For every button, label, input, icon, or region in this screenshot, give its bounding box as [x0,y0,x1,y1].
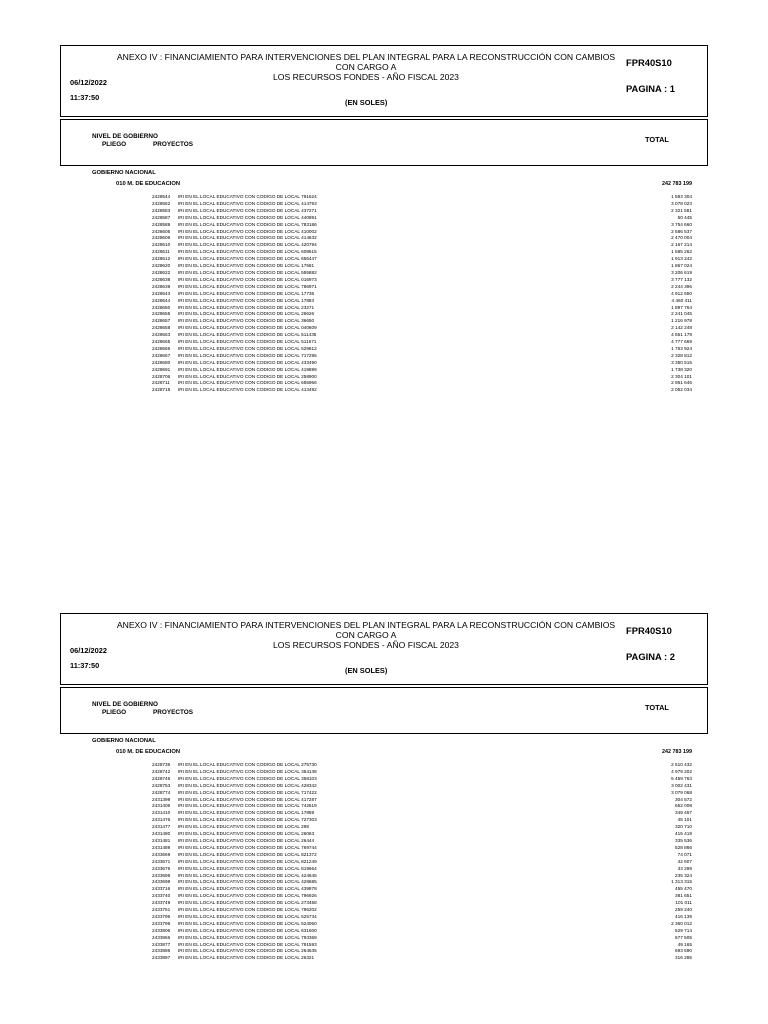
project-row [0,921,768,928]
project-name: IRI EN EL LOCAL EDUCATIVO CON CODIGO DE LOCAL 665966 [178,380,317,386]
project-row [0,263,768,270]
gobierno-label: GOBIERNO NACIONAL [92,738,156,744]
project-amount: 2 142 248 [671,325,692,331]
project-code: 2428606 [152,235,171,241]
project-row [0,817,768,824]
report-title-line-2: LOS RECURSOS FONDES - AÑO FISCAL 2023 [273,640,459,650]
project-code: 2433671 [152,858,171,864]
project-name: IRI EN EL LOCAL EDUCATIVO CON CODIGO DE LOCAL 424645 [178,872,317,878]
project-code: 2428746 [152,775,171,781]
project-name: IRI EN EL LOCAL EDUCATIVO CON CODIGO DE LOCAL 439878 [178,886,317,892]
project-row [0,305,768,312]
gobierno-label: GOBIERNO NACIONAL [92,170,156,176]
project-row [0,194,768,201]
project-name: IRI EN EL LOCAL EDUCATIVO CON CODIGO DE LOCAL 821372 [178,851,317,857]
page-number [626,651,675,662]
page-number-value: 2 [669,651,675,662]
project-amount: 3 206 619 [671,269,692,275]
project-code: 2428612 [152,256,171,262]
project-amount: 2 360 012 [671,920,692,926]
project-code: 2428562 [152,200,171,206]
project-name: IRI EN EL LOCAL EDUCATIVO CON CODIGO DE LOCAL 26626 [178,311,315,317]
project-code: 2433886 [152,948,171,954]
project-row [0,235,768,242]
project-row [0,208,768,215]
project-code: 2433676 [152,865,171,871]
project-name: IRI EN EL LOCAL EDUCATIVO CON CODIGO DE LOCAL 298 [178,824,309,830]
project-name: IRI EN EL LOCAL EDUCATIVO CON CODIGO DE LOCAL 040609 [178,325,317,331]
project-name: IRI EN EL LOCAL EDUCATIVO CON CODIGO DE LOCAL 016973 [178,276,317,282]
page-number-label: PAGINA : [626,83,668,94]
project-row [0,332,768,339]
currency-label: (EN SOLES) [345,666,388,675]
project-code: 2428658 [152,325,171,331]
report-code: FPR40S10 [626,625,672,636]
project-amount: 101 011 [675,900,692,906]
report-title [111,52,621,82]
project-row [0,797,768,804]
report-time: 11:37:50 [70,93,100,102]
project-code: 2428544 [152,194,171,199]
project-name: IRI EN EL LOCAL EDUCATIVO CON CODIGO DE LOCAL 786971 [178,283,317,289]
pliego-label: 010 M. DE EDUCACION [116,749,181,755]
project-code: 2433699 [152,879,171,885]
project-name: IRI EN EL LOCAL EDUCATIVO CON CODIGO DE LOCAL 608615 [178,249,317,255]
project-name: IRI EN EL LOCAL EDUCATIVO CON CODIGO DE LOCAL 717295 [178,352,317,358]
project-row [0,249,768,256]
project-row [0,346,768,353]
project-name: IRI EN EL LOCAL EDUCATIVO CON CODIGO DE LOCAL 417287 [178,796,317,802]
project-row [0,935,768,942]
pliego-total: 242 783 199 [662,749,692,755]
project-code: 2433897 [152,955,171,961]
project-row [0,311,768,318]
project-code: 2428655 [152,311,171,317]
project-amount: 4 460 411 [671,297,692,303]
column-header [60,119,708,166]
project-code: 2431489 [152,844,171,850]
project-amount: 3 002 431 [671,782,692,788]
project-name: IRI EN EL LOCAL EDUCATIVO CON CODIGO DE LOCAL 529812 [178,345,317,351]
project-row [0,810,768,817]
project-amount: 1 593 304 [671,194,692,199]
project-row [0,339,768,346]
page-number [626,83,675,94]
project-name: IRI EN EL LOCAL EDUCATIVO CON CODIGO DE LOCAL 414793 [178,200,317,206]
project-amount: 2 951 646 [671,380,692,386]
project-amount: 1 738 320 [671,366,692,372]
project-row [0,201,768,208]
project-amount: 416 139 [675,913,692,919]
project-amount: 2 052 034 [671,387,692,393]
project-code: 2433669 [152,851,171,857]
project-name: IRI EN EL LOCAL EDUCATIVO CON CODIGO DE LOCAL 420794 [178,242,317,248]
project-amount: 3 754 660 [671,221,692,227]
project-name: IRI EN EL LOCAL EDUCATIVO CON CODIGO DE LOCAL 26321 [178,955,315,961]
project-code: 2428639 [152,283,171,289]
project-name: IRI EN EL LOCAL EDUCATIVO CON CODIGO DE LOCAL 791593 [178,941,317,947]
project-amount: 528 866 [675,844,692,850]
project-name: IRI EN EL LOCAL EDUCATIVO CON CODIGO DE LOCAL 354138 [178,768,317,774]
project-row [0,845,768,852]
project-amount: 4 551 179 [671,332,692,338]
project-code: 2431406 [152,803,171,809]
page-number-label: PAGINA : [626,651,668,662]
project-amount: 3 079 068 [671,789,692,795]
report-title-line-2: LOS RECURSOS FONDES - AÑO FISCAL 2023 [273,72,459,82]
project-code: 2431410 [152,810,171,816]
project-row [0,831,768,838]
project-amount: 529 714 [675,927,692,933]
project-name: IRI EN EL LOCAL EDUCATIVO CON CODIGO DE LOCAL 258900 [178,373,317,379]
project-amount: 1 913 242 [671,256,692,262]
project-row [0,900,768,907]
column-pliego: PLIEGO [102,141,127,148]
project-code: 2428650 [152,304,171,310]
project-amount: 677 505 [675,934,692,940]
project-amount: 320 710 [675,824,692,830]
project-row [0,886,768,893]
project-name: IRI EN EL LOCAL EDUCATIVO CON CODIGO DE LOCAL 26063 [178,831,315,837]
project-name: IRI EN EL LOCAL EDUCATIVO CON CODIGO DE LOCAL 656447 [178,256,317,262]
project-code: 2428605 [152,228,171,234]
project-name: IRI EN EL LOCAL EDUCATIVO CON CODIGO DE LOCAL 791624 [178,194,317,199]
project-row [0,270,768,277]
column-total: TOTAL [645,135,669,144]
project-code: 2428711 [152,380,170,386]
project-row [0,215,768,222]
report-date: 06/12/2022 [70,646,107,655]
project-name: IRI EN EL LOCAL EDUCATIVO CON CODIGO DE LOCAL 17883 [178,297,315,303]
project-list [0,194,768,394]
project-amount: 49 165 [677,941,692,947]
project-row [0,325,768,332]
project-name: IRI EN EL LOCAL EDUCATIVO CON CODIGO DE LOCAL 769744 [178,844,317,850]
report-date: 06/12/2022 [70,78,107,87]
project-list [0,762,768,962]
project-code: 2428620 [152,263,171,269]
report-title [111,620,621,650]
project-name: IRI EN EL LOCAL EDUCATIVO CON CODIGO DE LOCAL 717422 [178,789,317,795]
project-name: IRI EN EL LOCAL EDUCATIVO CON CODIGO DE LOCAL 413492 [178,387,317,393]
project-row [0,256,768,263]
project-amount: 2 167 214 [671,242,692,248]
project-amount: 3 350 515 [671,359,692,365]
project-row [0,838,768,845]
project-code: 2428657 [152,318,171,324]
project-code: 2428736 [152,762,171,767]
project-name: IRI EN EL LOCAL EDUCATIVO CON CODIGO DE LOCAL 819664 [178,865,317,871]
project-amount: 2 586 537 [671,228,692,234]
project-amount: 2 328 812 [671,352,692,358]
project-name: IRI EN EL LOCAL EDUCATIVO CON CODIGO DE LOCAL 428685 [178,879,317,885]
report-title-line-1: ANEXO IV : FINANCIAMIENTO PARA INTERVENCIONES DEL PLAN INTEGRAL PARA LA RECONSTRUCCIÓN CON CAMBIOS CON CARGO A [116,52,616,72]
project-name: IRI EN EL LOCAL EDUCATIVO CON CODIGO DE LOCAL 26444 [178,837,315,843]
project-amount: 259 240 [675,907,692,913]
project-row [0,955,768,962]
project-code: 2431399 [152,796,171,802]
column-total: TOTAL [645,703,669,712]
project-amount: 33 299 [677,865,692,871]
project-code: 2428587 [152,214,171,220]
project-amount: 304 572 [675,796,692,802]
report-time: 11:37:50 [70,661,100,670]
project-code: 2428691 [152,366,171,372]
project-code: 2428753 [152,782,171,788]
project-code: 2428638 [152,276,171,282]
project-code: 2431481 [152,837,171,843]
project-name: IRI EN EL LOCAL EDUCATIVO CON CODIGO DE LOCAL 275730 [178,762,317,767]
project-name: IRI EN EL LOCAL EDUCATIVO CON CODIGO DE LOCAL 511435 [178,332,317,338]
project-code: 2433698 [152,872,171,878]
pliego-total: 242 783 199 [662,181,692,187]
project-amount: 381 651 [675,893,692,899]
project-row [0,783,768,790]
column-header [60,687,708,734]
project-name: IRI EN EL LOCAL EDUCATIVO CON CODIGO DE LOCAL 796926 [178,893,317,899]
project-code: 2431477 [152,824,171,830]
project-name: IRI EN EL LOCAL EDUCATIVO CON CODIGO DE LOCAL 525734 [178,913,317,919]
project-amount: 335 536 [675,837,692,843]
project-row [0,948,768,955]
project-code: 2428667 [152,352,171,358]
project-row [0,298,768,305]
project-amount: 349 467 [675,810,692,816]
project-code: 2428742 [152,768,171,774]
project-name: IRI EN EL LOCAL EDUCATIVO CON CODIGO DE LOCAL 17581 [178,263,315,269]
project-code: 2428680 [152,359,171,365]
project-name: IRI EN EL LOCAL EDUCATIVO CON CODIGO DE LOCAL 414632 [178,235,317,241]
project-code: 2428622 [152,269,171,275]
project-code: 2428583 [152,207,171,213]
project-name: IRI EN EL LOCAL EDUCATIVO CON CODIGO DE LOCAL 555882 [178,269,317,275]
column-nivel: NIVEL DE GOBIERNO [92,701,158,708]
project-amount: 50 445 [677,214,692,220]
project-amount: 45 101 [677,817,692,823]
project-row [0,242,768,249]
project-amount: 1 753 924 [671,345,692,351]
project-amount: 42 607 [677,858,692,864]
project-name: IRI EN EL LOCAL EDUCATIVO CON CODIGO DE LOCAL 23271 [178,304,315,310]
project-row [0,360,768,367]
project-name: IRI EN EL LOCAL EDUCATIVO CON CODIGO DE LOCAL 264635 [178,948,317,954]
column-proyectos: PROYECTOS [153,709,194,716]
project-code: 2433806 [152,927,171,933]
report-code: FPR40S10 [626,57,672,68]
project-name: IRI EN EL LOCAL EDUCATIVO CON CODIGO DE LOCAL 631600 [178,927,317,933]
project-name: IRI EN EL LOCAL EDUCATIVO CON CODIGO DE LOCAL 821249 [178,858,317,864]
project-row [0,291,768,298]
project-amount: 4 979 202 [671,768,692,774]
project-name: IRI EN EL LOCAL EDUCATIVO CON CODIGO DE LOCAL 796202 [178,907,317,913]
project-code: 2433799 [152,920,171,926]
project-code: 2433877 [152,941,171,947]
project-amount: 3 078 023 [671,200,692,206]
project-code: 2428718 [152,387,171,393]
project-name: IRI EN EL LOCAL EDUCATIVO CON CODIGO DE LOCAL 273458 [178,900,317,906]
project-name: IRI EN EL LOCAL EDUCATIVO CON CODIGO DE LOCAL 793369 [178,934,317,940]
column-pliego: PLIEGO [102,709,127,716]
project-amount: 4 777 669 [671,339,692,345]
project-row [0,318,768,325]
project-amount: 1 313 315 [671,879,692,885]
project-code: 2428706 [152,373,171,379]
project-name: IRI EN EL LOCAL EDUCATIVO CON CODIGO DE LOCAL 440891 [178,214,317,220]
project-amount: 2 321 581 [671,207,692,213]
project-code: 2428610 [152,242,171,248]
project-amount: 2 241 045 [671,311,692,317]
project-name: IRI EN EL LOCAL EDUCATIVO CON CODIGO DE LOCAL 742619 [178,803,317,809]
project-row [0,873,768,880]
project-row [0,277,768,284]
project-name: IRI EN EL LOCAL EDUCATIVO CON CODIGO DE LOCAL 433490 [178,359,317,365]
project-code: 2433866 [152,934,171,940]
project-amount: 1 685 262 [671,249,692,255]
project-row [0,859,768,866]
project-amount: 652 008 [675,803,692,809]
project-code: 2428666 [152,345,171,351]
project-amount: 2 510 432 [671,762,692,767]
project-name: IRI EN EL LOCAL EDUCATIVO CON CODIGO DE LOCAL 17859 [178,810,315,816]
project-code: 2428644 [152,297,171,303]
project-row [0,893,768,900]
project-row [0,380,768,387]
project-name: IRI EN EL LOCAL EDUCATIVO CON CODIGO DE LOCAL 358103 [178,775,317,781]
project-row [0,879,768,886]
project-name: IRI EN EL LOCAL EDUCATIVO CON CODIGO DE LOCAL 783186 [178,221,317,227]
project-row [0,353,768,360]
column-proyectos: PROYECTOS [153,141,194,148]
project-code: 2428774 [152,789,171,795]
project-name: IRI EN EL LOCAL EDUCATIVO CON CODIGO DE LOCAL 524060 [178,920,317,926]
project-code: 2428665 [152,339,171,345]
project-code: 2428611 [152,249,170,255]
project-name: IRI EN EL LOCAL EDUCATIVO CON CODIGO DE LOCAL 419899 [178,366,317,372]
project-row [0,824,768,831]
project-row [0,907,768,914]
pliego-label: 010 M. DE EDUCACION [116,181,181,187]
project-row [0,387,768,394]
project-name: IRI EN EL LOCAL EDUCATIVO CON CODIGO DE LOCAL 428342 [178,782,317,788]
project-row [0,776,768,783]
project-row [0,914,768,921]
project-code: 2428663 [152,332,171,338]
project-amount: 1 867 024 [671,263,692,269]
project-row [0,928,768,935]
project-row [0,229,768,236]
project-name: IRI EN EL LOCAL EDUCATIVO CON CODIGO DE LOCAL 36650 [178,318,315,324]
report-title-line-1: ANEXO IV : FINANCIAMIENTO PARA INTERVENCIONES DEL PLAN INTEGRAL PARA LA RECONSTRUCCIÓN CON CAMBIOS CON CARGO A [116,620,616,640]
page-number-value: 1 [669,83,675,94]
project-amount: 2 244 396 [671,283,692,289]
report-header [60,613,708,685]
project-code: 2431476 [152,817,171,823]
project-name: IRI EN EL LOCAL EDUCATIVO CON CODIGO DE LOCAL 437271 [178,207,317,213]
project-amount: 74 071 [677,851,692,857]
project-row [0,222,768,229]
project-amount: 1 216 978 [671,318,692,324]
project-code: 2433751 [152,907,171,913]
project-amount: 693 690 [675,948,692,954]
project-name: IRI EN EL LOCAL EDUCATIVO CON CODIGO DE LOCAL 511671 [178,339,317,345]
project-row [0,284,768,291]
project-code: 2433749 [152,900,171,906]
project-row [0,367,768,374]
project-row [0,942,768,949]
project-row [0,790,768,797]
project-code: 2433740 [152,893,171,899]
project-name: IRI EN EL LOCAL EDUCATIVO CON CODIGO DE LOCAL 727303 [178,817,317,823]
project-row [0,852,768,859]
project-amount: 316 285 [675,955,692,961]
project-row [0,866,768,873]
project-amount: 1 897 764 [671,304,692,310]
project-code: 2428589 [152,221,171,227]
project-amount: 455 470 [675,886,692,892]
project-code: 2433796 [152,913,171,919]
project-code: 2433716 [152,886,171,892]
project-code: 2431480 [152,831,171,837]
project-name: IRI EN EL LOCAL EDUCATIVO CON CODIGO DE LOCAL 410002 [178,228,317,234]
currency-label: (EN SOLES) [345,98,388,107]
project-amount: 2 470 004 [671,235,692,241]
project-amount: 235 324 [675,872,692,878]
project-code: 2428643 [152,290,171,296]
project-amount: 5 459 763 [671,775,692,781]
project-amount: 2 304 101 [671,373,692,379]
project-row [0,762,768,769]
project-row [0,803,768,810]
project-row [0,769,768,776]
project-name: IRI EN EL LOCAL EDUCATIVO CON CODIGO DE LOCAL 17736 [178,290,315,296]
column-nivel: NIVEL DE GOBIERNO [92,133,158,140]
project-row [0,374,768,381]
project-amount: 415 419 [675,831,692,837]
project-amount: 4 912 650 [671,290,692,296]
report-header [60,45,708,117]
project-amount: 3 777 132 [671,276,692,282]
